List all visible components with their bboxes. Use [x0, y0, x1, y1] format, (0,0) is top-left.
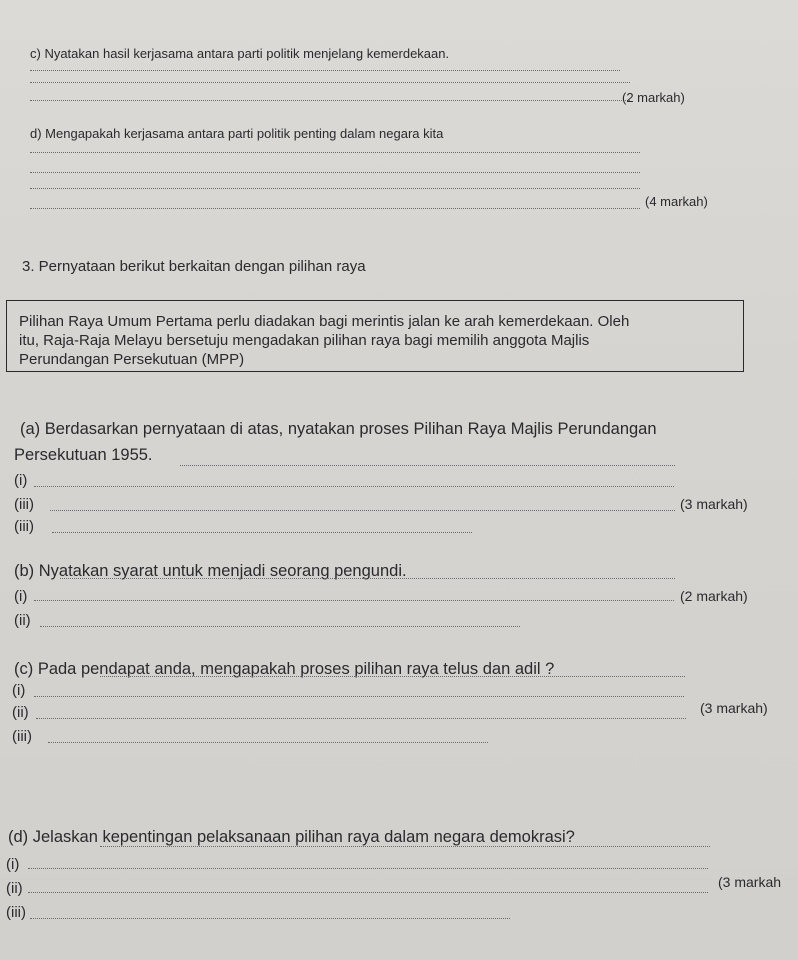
answer-line[interactable] [28, 892, 708, 893]
label-3c-i: (i) [12, 682, 26, 699]
label-3d-i: (i) [6, 856, 20, 873]
answer-line[interactable] [30, 100, 630, 101]
answer-line[interactable] [100, 676, 685, 677]
answer-line[interactable] [28, 868, 708, 869]
label-3a-i: (i) [14, 472, 28, 489]
answer-line[interactable] [40, 626, 520, 627]
answer-line[interactable] [60, 578, 675, 579]
label-3d-ii: (ii) [6, 880, 23, 897]
answer-line[interactable] [36, 718, 686, 719]
answer-line[interactable] [50, 510, 675, 511]
marks-2d: (4 markah) [645, 194, 708, 209]
question-3c-text: (c) Pada pendapat anda, mengapakah proses pilihan raya telus dan adil ? [14, 660, 555, 678]
marks-3d: (3 markah [718, 874, 782, 890]
passage-box [6, 300, 744, 372]
label-3a-ii: (iii) [14, 496, 34, 513]
answer-line[interactable] [34, 600, 674, 601]
answer-line[interactable] [30, 208, 640, 209]
answer-line[interactable] [34, 696, 684, 697]
passage-line-1: Pilihan Raya Umum Pertama perlu diadakan bagi merintis jalan ke arah kemerdekaan. Oleh [19, 313, 630, 330]
answer-line[interactable] [30, 172, 640, 173]
passage-line-3: Perundangan Persekutuan (MPP) [19, 351, 245, 368]
question-3b-text: (b) Nyatakan syarat untuk menjadi seorang pengundi. [14, 562, 407, 580]
answer-line[interactable] [52, 532, 472, 533]
question-2c-text: c) Nyatakan hasil kerjasama antara parti politik menjelang kemerdekaan. [30, 46, 450, 61]
question-3-heading: 3. Pernyataan berikut berkaitan dengan pilihan raya [22, 258, 366, 275]
answer-line[interactable] [30, 918, 510, 919]
answer-line[interactable] [30, 70, 620, 71]
answer-line[interactable] [30, 82, 630, 83]
marks-3c: (3 markah) [700, 700, 768, 716]
question-2d-text: d) Mengapakah kerjasama antara parti politik penting dalam negara kita [30, 126, 444, 141]
label-3b-ii: (ii) [14, 612, 31, 629]
question-3a-line1: (a) Berdasarkan pernyataan di atas, nyatakan proses Pilihan Raya Majlis Perundangan [20, 420, 657, 438]
answer-line[interactable] [180, 465, 675, 466]
label-3c-iii: (iii) [12, 728, 32, 745]
answer-line[interactable] [48, 742, 488, 743]
marks-3a: (3 markah) [680, 496, 748, 512]
label-3c-ii: (ii) [12, 704, 29, 721]
label-3a-iii: (iii) [14, 518, 34, 535]
passage-line-2: itu, Raja-Raja Melayu bersetuju mengadakan pilihan raya bagi memilih anggota Majlis [19, 332, 590, 349]
marks-2c: (2 markah) [622, 90, 685, 105]
label-3b-i: (i) [14, 588, 28, 605]
label-3d-iii: (iii) [6, 904, 26, 921]
marks-3b: (2 markah) [680, 588, 748, 604]
question-3a-line2: Persekutuan 1955. [14, 446, 153, 464]
answer-line[interactable] [34, 486, 674, 487]
answer-line[interactable] [100, 846, 710, 847]
answer-line[interactable] [30, 152, 640, 153]
answer-line[interactable] [30, 188, 640, 189]
question-3d-text: (d) Jelaskan kepentingan pelaksanaan pilihan raya dalam negara demokrasi? [8, 828, 575, 846]
